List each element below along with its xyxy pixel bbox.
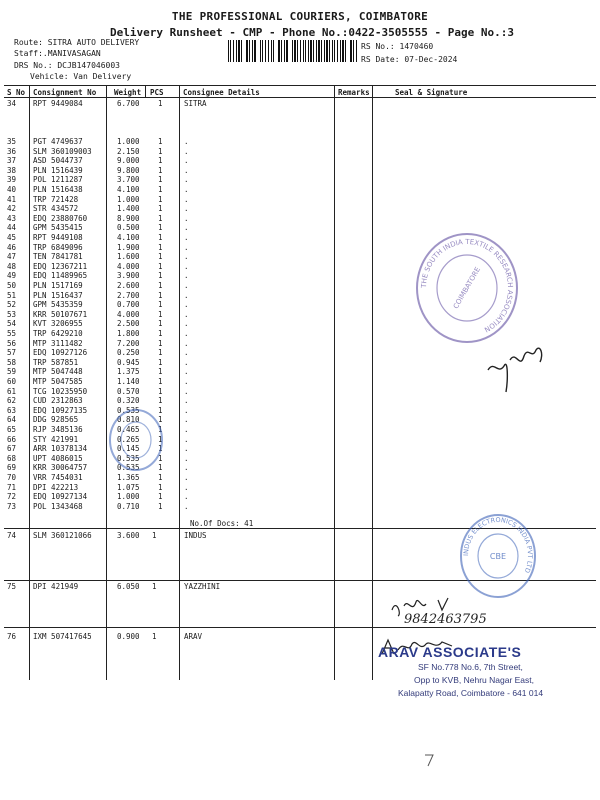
row-pcs: 1 xyxy=(158,492,163,502)
row-weight: 2.600 xyxy=(117,281,140,290)
row-sno: 42 xyxy=(7,204,17,214)
row-sno: 67 xyxy=(7,444,17,454)
row-consignment: DPI 421949 xyxy=(33,582,79,591)
table-row xyxy=(0,502,600,512)
row-consignment: SLM 360109003 xyxy=(33,146,92,156)
row-consignee: INDUS xyxy=(184,531,207,540)
row-pcs: 1 xyxy=(158,377,163,386)
row-sno: 60 xyxy=(7,377,17,386)
consignee-dot: . xyxy=(184,175,189,185)
row-weight: 0.535 xyxy=(117,453,140,463)
arav-stamp-name: ARAV ASSOCIATE'S xyxy=(378,644,522,660)
table-row xyxy=(0,214,600,224)
row-consignment: KVT 3206955 xyxy=(33,319,83,329)
row-pcs: 1 xyxy=(158,165,163,175)
row-consignment: ARR 10378134 xyxy=(33,444,88,454)
row-sno: 75 xyxy=(7,582,17,591)
row-sno: 55 xyxy=(7,329,17,338)
col-header-sno: S No xyxy=(7,88,26,97)
row-sno: 68 xyxy=(7,453,17,463)
row-divider xyxy=(4,627,596,628)
row-sno: 63 xyxy=(7,405,17,415)
row-pcs: 1 xyxy=(158,348,163,358)
consignee-dot: . xyxy=(184,185,189,194)
row-pcs: 1 xyxy=(158,425,163,434)
blue-round-stamp xyxy=(108,405,164,472)
row-pcs: 1 xyxy=(158,396,163,406)
row-sno: 45 xyxy=(7,233,17,242)
table-row xyxy=(0,137,600,147)
row-consignment: SLM 360121066 xyxy=(33,531,92,540)
row-consignment: RPT 9449084 xyxy=(33,99,83,108)
row-weight: 0.700 xyxy=(117,300,140,310)
row-pcs: 1 xyxy=(158,501,163,511)
row-consignment: TRP 6429210 xyxy=(33,329,83,338)
sitra-seal-text: THE SOUTH INDIA TEXTILE RESEARCH ASSOCIATION xyxy=(419,237,515,334)
row-consignment: TRP 6849096 xyxy=(33,242,83,252)
row-pcs: 1 xyxy=(152,582,157,591)
table-row xyxy=(0,492,600,502)
row-pcs: 1 xyxy=(158,463,163,473)
row-weight: 1.375 xyxy=(117,367,140,377)
row-sno: 74 xyxy=(7,531,17,540)
row-sno: 35 xyxy=(7,137,17,146)
consignee-dot: . xyxy=(184,223,189,233)
row-weight: 7.200 xyxy=(117,338,140,348)
row-consignment: PLN 1517169 xyxy=(33,281,83,290)
table-row xyxy=(0,406,600,416)
row-pcs: 1 xyxy=(158,194,163,204)
signature-sitra xyxy=(484,330,554,400)
row-pcs: 1 xyxy=(158,319,163,329)
route-label: Route: SITRA AUTO DELIVERY xyxy=(14,38,140,47)
row-sno: 43 xyxy=(7,213,17,223)
row-weight: 0.810 xyxy=(117,415,140,425)
runsheet-title: Delivery Runsheet - CMP - Phone No.:0422-3505555 - Page No.:3 xyxy=(110,26,514,39)
row-pcs: 1 xyxy=(158,271,163,281)
row-weight: 1.075 xyxy=(117,482,140,492)
col-header-pcs: PCS xyxy=(150,88,164,97)
consignee-dot: . xyxy=(184,300,189,310)
row-pcs: 1 xyxy=(158,415,163,425)
row-sno: 36 xyxy=(7,146,17,156)
consignee-dot: . xyxy=(184,434,189,444)
row-pcs: 1 xyxy=(158,309,163,319)
row-pcs: 1 xyxy=(158,482,163,492)
sitra-seal-inner: COIMBATORE xyxy=(451,265,483,311)
row-weight: 1.400 xyxy=(117,204,140,214)
row-consignment: ASD 5044737 xyxy=(33,156,83,166)
table-row xyxy=(0,195,600,205)
row-weight: 1.900 xyxy=(117,242,140,252)
row-sno: 72 xyxy=(7,492,17,502)
row-weight: 4.000 xyxy=(117,261,140,271)
row-pcs: 1 xyxy=(158,300,163,310)
row-consignment: PLN 1516438 xyxy=(33,185,83,194)
number-of-docs: No.Of Docs: 41 xyxy=(190,519,254,528)
consignee-dot: . xyxy=(184,146,189,156)
consignee-dot: . xyxy=(184,367,189,377)
table-row xyxy=(0,185,600,195)
row-sno: 62 xyxy=(7,396,17,406)
company-name: THE PROFESSIONAL COURIERS, COIMBATORE xyxy=(171,10,429,23)
row-sno: 64 xyxy=(7,415,17,425)
row-weight: 4.100 xyxy=(117,185,140,194)
row-consignee: YAZZHINI xyxy=(184,582,221,591)
row-sno: 70 xyxy=(7,473,17,482)
row-sno: 48 xyxy=(7,261,17,271)
row-consignment: TCG 10235950 xyxy=(33,386,88,396)
col-header-weight: Weight xyxy=(114,88,142,97)
row-sno: 71 xyxy=(7,482,17,492)
col-header-seal: Seal & Signature xyxy=(395,88,468,97)
row-pcs: 1 xyxy=(158,252,163,262)
indus-seal xyxy=(458,512,538,600)
header-bottom-border xyxy=(4,97,596,98)
row-weight: 8.900 xyxy=(117,213,140,223)
rs-date: RS Date: 07-Dec-2024 xyxy=(361,55,458,64)
row-weight: 1.140 xyxy=(117,377,140,386)
row-sno: 66 xyxy=(7,434,17,444)
row-consignment: STR 434572 xyxy=(33,204,79,214)
row-pcs: 1 xyxy=(158,213,163,223)
row-weight: 0.945 xyxy=(117,357,140,367)
row-pcs: 1 xyxy=(158,357,163,367)
row-sno: 50 xyxy=(7,281,17,290)
consignee-dot: . xyxy=(184,444,189,454)
row-sno: 44 xyxy=(7,223,17,233)
row-consignment: IXM 507417645 xyxy=(33,632,92,641)
consignee-dot: . xyxy=(184,492,189,502)
consignee-dot: . xyxy=(184,405,189,415)
row-pcs: 1 xyxy=(158,434,163,444)
col-header-consignment: Consignment No xyxy=(33,88,97,97)
consignee-dot: . xyxy=(184,309,189,319)
consignee-dot: . xyxy=(184,281,189,290)
consignee-dot: . xyxy=(184,501,189,511)
row-weight: 1.365 xyxy=(117,473,140,482)
row-weight: 1.000 xyxy=(117,137,140,146)
row-pcs: 1 xyxy=(158,204,163,214)
consignee-dot: . xyxy=(184,261,189,271)
row-weight: 1.000 xyxy=(117,492,140,502)
row-consignment: PLN 1516439 xyxy=(33,165,83,175)
row-pcs: 1 xyxy=(158,290,163,300)
consignee-dot: . xyxy=(184,233,189,242)
row-pcs: 1 xyxy=(152,632,157,641)
consignee-dot: . xyxy=(184,386,189,396)
consignee-dot: . xyxy=(184,156,189,166)
col-header-consignee: Consignee Details xyxy=(183,88,260,97)
row-weight: 0.145 xyxy=(117,444,140,454)
consignee-dot: . xyxy=(184,242,189,252)
row-consignment: STY 421991 xyxy=(33,434,79,444)
table-row xyxy=(0,454,600,464)
row-sno: 46 xyxy=(7,242,17,252)
col-header-remarks: Remarks xyxy=(338,88,370,97)
row-consignment: PLN 1516437 xyxy=(33,290,83,300)
row-consignment: EDQ 11489965 xyxy=(33,271,88,281)
arav-address-line3: Kalapatty Road, Coimbatore - 641 014 xyxy=(398,688,544,698)
consignee-dot: . xyxy=(184,194,189,204)
row-sno: 65 xyxy=(7,425,17,434)
row-pcs: 1 xyxy=(158,338,163,348)
row-consignment: EDQ 12367211 xyxy=(33,261,88,271)
row-consignment: KRR 30064757 xyxy=(33,463,88,473)
consignee-dot: . xyxy=(184,425,189,434)
row-weight: 4.100 xyxy=(117,233,140,242)
row-pcs: 1 xyxy=(158,185,163,194)
arav-address-line2: Opp to KVB, Nehru Nagar East, xyxy=(414,675,535,685)
row-consignment: TRP 587851 xyxy=(33,357,79,367)
consignee-dot: . xyxy=(184,463,189,473)
table-row xyxy=(0,632,600,642)
row-weight: 0.500 xyxy=(117,223,140,233)
row-pcs: 1 xyxy=(158,444,163,454)
row-weight: 1.600 xyxy=(117,252,140,262)
row-sno: 39 xyxy=(7,175,17,185)
row-sno: 51 xyxy=(7,290,17,300)
row-consignment: VRR 7454031 xyxy=(33,473,83,482)
barcode-overlay xyxy=(228,40,358,62)
table-row xyxy=(0,473,600,483)
row-consignment: UPT 4086015 xyxy=(33,453,83,463)
consignee-dot: . xyxy=(184,271,189,281)
row-pcs: 1 xyxy=(158,137,163,146)
row-weight: 6.700 xyxy=(117,99,140,108)
drs-number: DRS No.: DCJB147046003 xyxy=(14,61,120,70)
arav-address-line1: SF No.778 No.6, 7th Street, xyxy=(418,662,523,672)
consignee-dot: . xyxy=(184,329,189,338)
row-weight: 0.250 xyxy=(117,348,140,358)
row-sno: 73 xyxy=(7,501,17,511)
row-pcs: 1 xyxy=(158,242,163,252)
row-sno: 61 xyxy=(7,386,17,396)
consignee-dot: . xyxy=(184,165,189,175)
table-row xyxy=(0,175,600,185)
vehicle-label: Vehicle: Van Delivery xyxy=(30,72,132,81)
consignee-dot: . xyxy=(184,415,189,425)
consignee-dot: . xyxy=(184,357,189,367)
consignee-dot: . xyxy=(184,137,189,146)
row-consignment: RJP 3485136 xyxy=(33,425,83,434)
consignee-dot: . xyxy=(184,204,189,214)
row-sno: 76 xyxy=(7,632,17,641)
row-weight: 3.700 xyxy=(117,175,140,185)
table-row xyxy=(0,444,600,454)
row-weight: 2.700 xyxy=(117,290,140,300)
row-weight: 3.900 xyxy=(117,271,140,281)
row-sno: 49 xyxy=(7,271,17,281)
table-row xyxy=(0,483,600,493)
indus-seal-text: INDUS ELECTRONICS INDIA PVT LTD xyxy=(461,515,535,575)
row-pcs: 1 xyxy=(158,405,163,415)
table-row xyxy=(0,415,600,425)
row-consignment: RPT 9449108 xyxy=(33,233,83,242)
row-sno: 34 xyxy=(7,99,17,108)
row-weight: 1.000 xyxy=(117,194,140,204)
row-consignee: ARAV xyxy=(184,632,203,641)
row-consignment: DDG 928565 xyxy=(33,415,79,425)
row-weight: 0.900 xyxy=(117,632,140,641)
row-weight: 2.150 xyxy=(117,146,140,156)
row-consignment: TEN 7841781 xyxy=(33,252,83,262)
row-weight: 0.465 xyxy=(117,425,140,434)
row-pcs: 1 xyxy=(158,156,163,166)
row-pcs: 1 xyxy=(158,329,163,338)
row-consignment: EDQ 10927135 xyxy=(33,405,88,415)
row-consignment: KRR 50107671 xyxy=(33,309,88,319)
arav-stamp xyxy=(378,644,543,698)
row-sno: 41 xyxy=(7,194,17,204)
table-row xyxy=(0,463,600,473)
row-consignment: EDQ 10927126 xyxy=(33,348,88,358)
row-weight: 6.050 xyxy=(117,582,140,591)
row-weight: 0.320 xyxy=(117,396,140,406)
row-sno: 37 xyxy=(7,156,17,166)
handwritten-phone: 9842463795 xyxy=(404,612,487,627)
row-sno: 57 xyxy=(7,348,17,358)
row-pcs: 1 xyxy=(158,175,163,185)
row-consignment: EDQ 23880760 xyxy=(33,213,88,223)
row-sno: 52 xyxy=(7,300,17,310)
row-sno: 47 xyxy=(7,252,17,262)
row-weight: 3.600 xyxy=(117,531,140,540)
row-sno: 56 xyxy=(7,338,17,348)
table-row xyxy=(0,435,600,445)
row-pcs: 1 xyxy=(158,146,163,156)
rs-number: RS No.: 1470460 xyxy=(361,42,434,51)
table-row xyxy=(0,204,600,214)
row-sno: 53 xyxy=(7,309,17,319)
consignee-dot: . xyxy=(184,348,189,358)
row-sno: 69 xyxy=(7,463,17,473)
consignee-dot: . xyxy=(184,396,189,406)
row-consignment: PGT 4749637 xyxy=(33,137,83,146)
row-pcs: 1 xyxy=(158,261,163,271)
table-row xyxy=(0,147,600,157)
table-row xyxy=(0,99,600,109)
staff-label: Staff:.MANIVASAGAN xyxy=(14,49,101,58)
row-pcs: 1 xyxy=(158,473,163,482)
row-weight: 4.000 xyxy=(117,309,140,319)
consignee-dot: . xyxy=(184,482,189,492)
table-row xyxy=(0,166,600,176)
row-consignment: CUD 2312863 xyxy=(33,396,83,406)
row-consignment: MTP 5047448 xyxy=(33,367,83,377)
row-pcs: 1 xyxy=(158,281,163,290)
row-weight: 0.535 xyxy=(117,463,140,473)
row-consignment: GPM 5435415 xyxy=(33,223,83,233)
consignee-dot: . xyxy=(184,319,189,329)
scribble-mark xyxy=(423,752,435,768)
row-consignment: MTP 3111482 xyxy=(33,338,83,348)
row-pcs: 1 xyxy=(158,223,163,233)
column-divider xyxy=(145,85,146,97)
consignee-dot: . xyxy=(184,473,189,482)
table-row xyxy=(0,156,600,166)
consignee-dot: . xyxy=(184,290,189,300)
row-weight: 0.535 xyxy=(117,405,140,415)
row-pcs: 1 xyxy=(152,531,157,540)
row-weight: 0.710 xyxy=(117,501,140,511)
consignee-dot: . xyxy=(184,213,189,223)
table-top-border xyxy=(4,85,596,86)
consignee-dot: . xyxy=(184,252,189,262)
row-consignment: POL 1343468 xyxy=(33,501,83,511)
row-weight: 9.800 xyxy=(117,165,140,175)
row-consignment: EDQ 10927134 xyxy=(33,492,88,502)
indus-seal-inner: CBE xyxy=(489,552,507,561)
row-weight: 9.000 xyxy=(117,156,140,166)
row-sno: 40 xyxy=(7,185,17,194)
row-pcs: 1 xyxy=(158,233,163,242)
row-consignment: GPM 5435359 xyxy=(33,300,83,310)
row-weight: 2.500 xyxy=(117,319,140,329)
row-weight: 1.800 xyxy=(117,329,140,338)
row-consignment: POL 1211287 xyxy=(33,175,83,185)
row-weight: 0.265 xyxy=(117,434,140,444)
row-sno: 59 xyxy=(7,367,17,377)
consignee-dot: . xyxy=(184,338,189,348)
row-weight: 0.570 xyxy=(117,386,140,396)
row-sno: 38 xyxy=(7,165,17,175)
row-sno: 54 xyxy=(7,319,17,329)
row-consignment: DPI 422213 xyxy=(33,482,79,492)
row-sno: 58 xyxy=(7,357,17,367)
consignee-dot: . xyxy=(184,453,189,463)
row-pcs: 1 xyxy=(158,386,163,396)
row-pcs: 1 xyxy=(158,367,163,377)
row-pcs: 1 xyxy=(158,453,163,463)
row-consignment: TRP 721428 xyxy=(33,194,79,204)
row-pcs: 1 xyxy=(158,99,163,108)
row-consignment: MTP 5047585 xyxy=(33,377,83,386)
table-row xyxy=(0,425,600,435)
row-consignee: SITRA xyxy=(184,99,207,108)
consignee-dot: . xyxy=(184,377,189,386)
